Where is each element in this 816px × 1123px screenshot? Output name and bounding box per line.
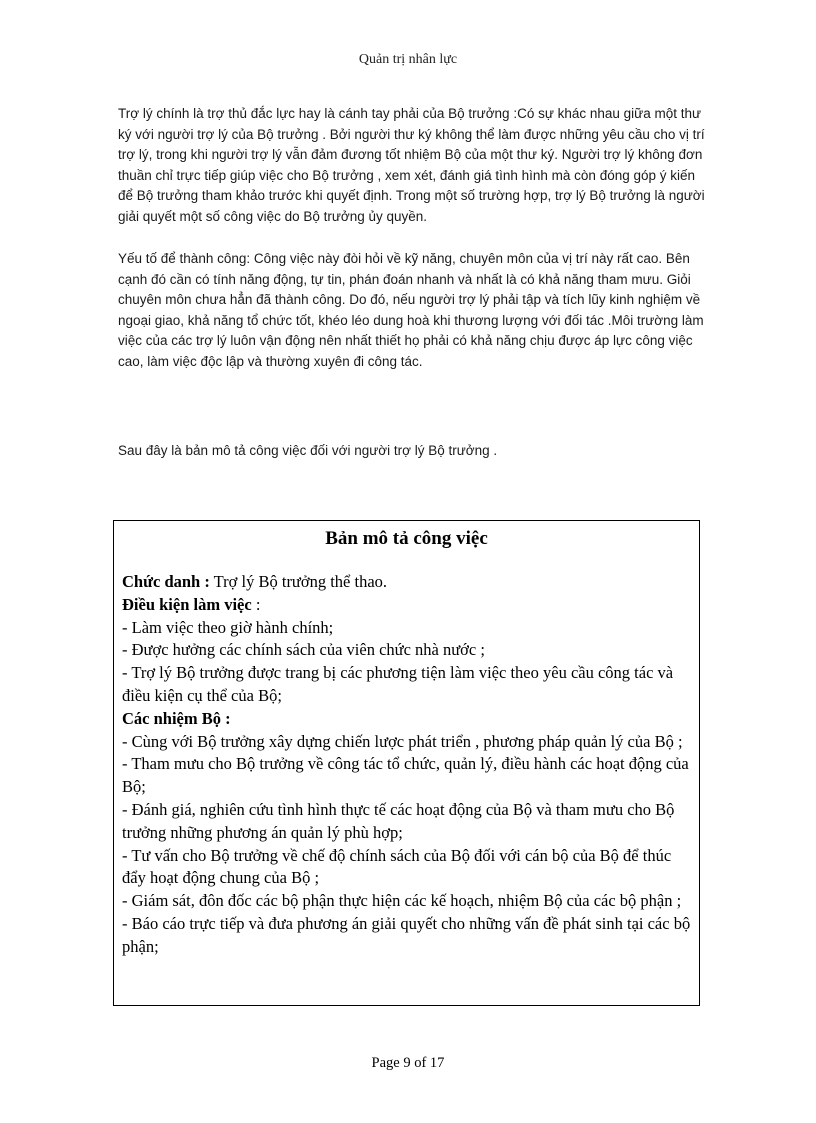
condition-item: - Được hưởng các chính sách của viên chức nhà nước ; bbox=[122, 640, 485, 660]
duty-item: - Tư vấn cho Bộ trưởng về chế độ chính sách của Bộ đối với cán bộ của Bộ để thúc đẩy hoạt động chung của Bộ ; bbox=[122, 845, 672, 888]
duty-item: - Báo cáo trực tiếp và đưa phương án giải quyết cho những vấn đề phát sinh tại các bộ phận; bbox=[122, 913, 691, 956]
conditions-label: Điều kiện làm việc bbox=[122, 594, 252, 614]
conditions-colon: : bbox=[251, 594, 261, 614]
success-factors-paragraph: Yếu tố để thành công: Công việc này đòi hỏi về kỹ năng, chuyên môn của vị trí này rất cao. Bên cạnh đó cần có tính năng động, tự tin, phán đoán nhanh và nhất là có khả năng tham mưu. Giỏi chuyên môn chưa hẳn đã thành công. Do đó, nếu người trợ lý phải tập và tích lũy kinh nghiệm về ngoại giao, khả năng tổ chức tốt, khéo léo dung hoà khi thương lượng với đối tác .Môi trường làm việc của các trợ lý luôn vận động nên nhất thiết họ phải có khả năng chịu được áp lực công việc cao, làm việc độc lập và thường xuyên đi công tác. bbox=[118, 251, 704, 369]
duties-heading: Các nhiệm Bộ : bbox=[122, 708, 231, 728]
duty-item: - Đánh giá, nghiên cứu tình hình thực tế các hoạt động của Bộ và tham mưu cho Bộ trưởng những phương án quản lý phù hợp; bbox=[122, 799, 675, 842]
position-line bbox=[122, 571, 691, 594]
duty-item: - Cùng với Bộ trưởng xây dựng chiến lược phát triển , phương pháp quản lý của Bộ ; bbox=[122, 731, 683, 751]
page-number: Page 9 of 17 bbox=[371, 1055, 445, 1071]
conditions-heading bbox=[122, 594, 691, 617]
position-value: Trợ lý Bộ trưởng thể thao. bbox=[209, 572, 388, 591]
duty-item: - Tham mưu cho Bộ trưởng về công tác tổ chức, quản lý, điều hành các hoạt động của Bộ; bbox=[122, 754, 689, 797]
job-description-title: Bản mô tả công việc bbox=[325, 528, 488, 549]
page-header: Quản trị nhân lực bbox=[358, 52, 458, 67]
intro-paragraph: Trợ lý chính là trợ thủ đắc lực hay là cánh tay phải của Bộ trưởng :Có sự khác nhau giữa một thư ký với người trợ lý của Bộ trưởng . Bởi người thư ký không thể làm được những yêu cầu cho vị trí trợ lý, trong khi người trợ lý vẫn đảm đương tốt nhiệm Bộ của một thư ký. Người trợ lý không đơn thuần chỉ trực tiếp giúp việc cho Bộ trưởng , xem xét, đánh giá tình hình mà còn đóng góp ý kiến để Bộ trưởng tham khảo trước khi quyết định. Trong một số trường hợp, trợ lý Bộ trưởng là người giải quyết một số công việc do Bộ trưởng ủy quyền. bbox=[118, 106, 705, 224]
position-label: Chức danh : bbox=[122, 572, 210, 591]
duty-item: - Giám sát, đôn đốc các bộ phận thực hiện các kế hoạch, nhiệm Bộ của các bộ phận ; bbox=[122, 891, 682, 911]
lead-in-paragraph: Sau đây là bản mô tả công việc đối với người trợ lý Bộ trưởng . bbox=[118, 443, 498, 458]
job-description-box bbox=[113, 520, 700, 1006]
condition-item: - Trợ lý Bộ trưởng được trang bị các phương tiện làm việc theo yêu cầu công tác và điều kiện cụ thể của Bộ; bbox=[122, 663, 674, 705]
condition-item: - Làm việc theo giờ hành chính; bbox=[122, 617, 334, 637]
